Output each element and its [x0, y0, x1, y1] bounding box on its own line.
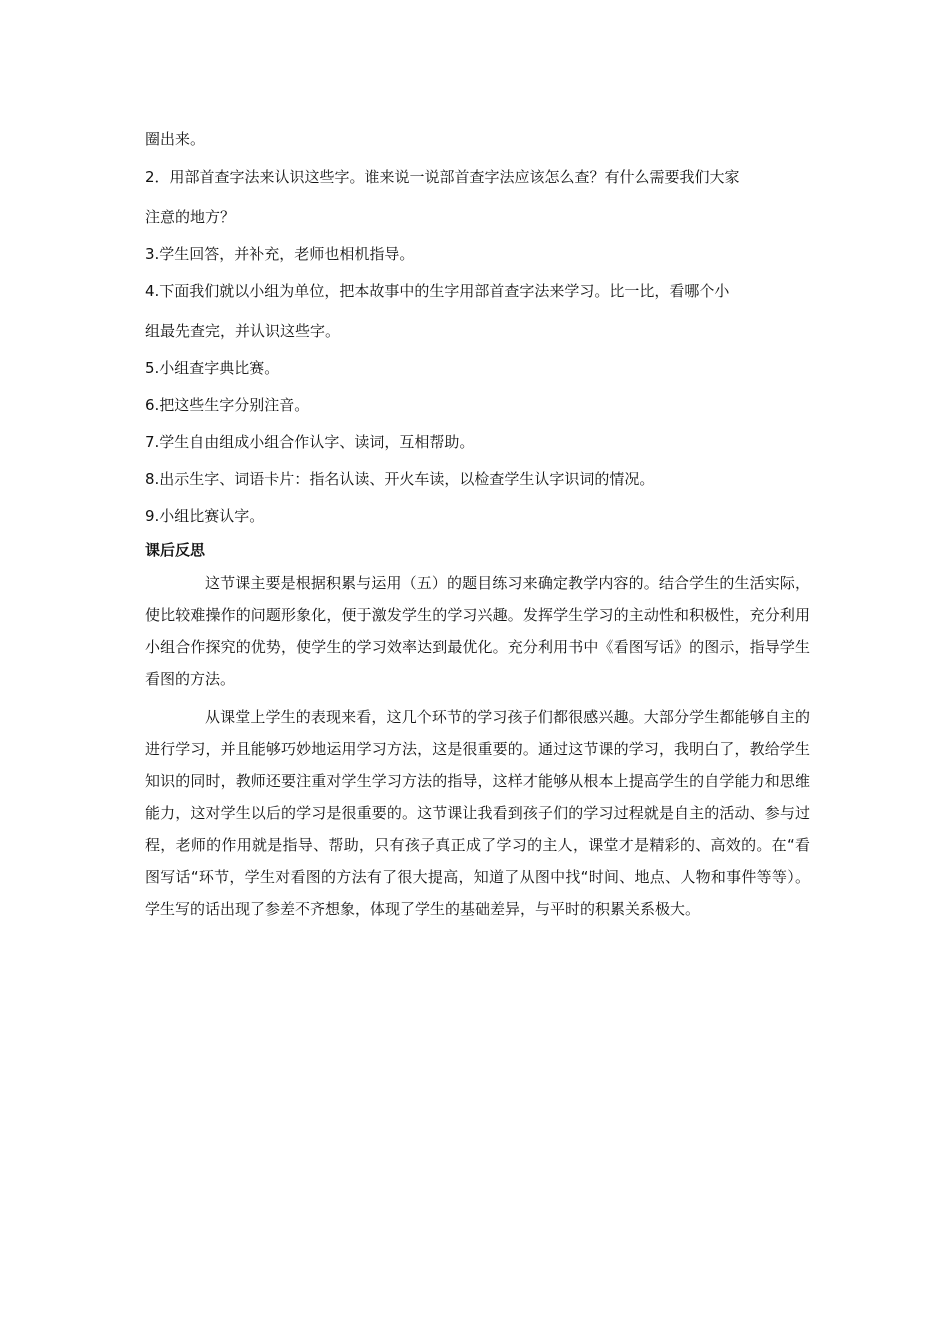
- text-line-1: 圈出来。: [145, 130, 206, 148]
- text-line-7: 5.小组查字典比赛。: [145, 359, 280, 377]
- text-line-8: 6.把这些生字分别注音。: [145, 396, 310, 414]
- reflection-paragraph-2: 从课堂上学生的表现来看，这几个环节的学习孩子们都很感兴趣。大部分学生都能够自主的进行学习，并且能够巧妙地运用学习方法，这是很重要的。通过这节课的学习，我明白了，教给学生知识的同时，教师还要注重对学生学习方法的指导，这样才能够从根本上提高学生的自学能力和思维能力，这对学生以后的学习是很重要的。这节课让我看到孩子们的学习过程就是自主的活动、参与过程，老师的作用就是指导、帮助，只有孩子真正成了学习的主人，课堂才是精彩的、高效的。在“看图写话“环节，学生对看图的方法有了很大提高，知道了从图中找“时间、地点、人物和事件等等）。学生写的话出现了参差不齐想象，体现了学生的基础差异，与平时的积累关系极大。: [145, 708, 810, 918]
- text-line-4: 3.学生回答，并补充，老师也相机指导。: [145, 245, 415, 263]
- text-line-3: 注意的地方？: [145, 208, 236, 226]
- reflection-paragraph-1: 这节课主要是根据积累与运用（五）的题目练习来确定教学内容的。结合学生的生活实际，使比较难操作的问题形象化，便于激发学生的学习兴趣。发挥学生学习的主动性和积极性，充分利用小组合作探究的优势，使学生的学习效率达到最优化。充分利用书中《看图写话》的图示，指导学生看图的方法。: [145, 574, 810, 688]
- document-page: [145, 120, 810, 925]
- text-line-11: 9.小组比赛认字。: [145, 507, 265, 525]
- text-line-6: 组最先查完，并认识这些字。: [145, 322, 341, 340]
- text-line-10: 8.出示生字、词语卡片：指名认读、开火车读，以检查学生认字识词的情况。: [145, 470, 655, 488]
- text-line-5: 4.下面我们就以小组为单位，把本故事中的生字用部首查字法来学习。比一比，看哪个小: [145, 282, 730, 300]
- section-heading: 课后反思: [145, 541, 206, 559]
- text-line-9: 7.学生自由组成小组合作认字、读词，互相帮助。: [145, 433, 475, 451]
- text-line-2: 2．用部首查字法来认识这些字。谁来说一说部首查字法应该怎么查？有什么需要我们大家: [145, 168, 740, 186]
